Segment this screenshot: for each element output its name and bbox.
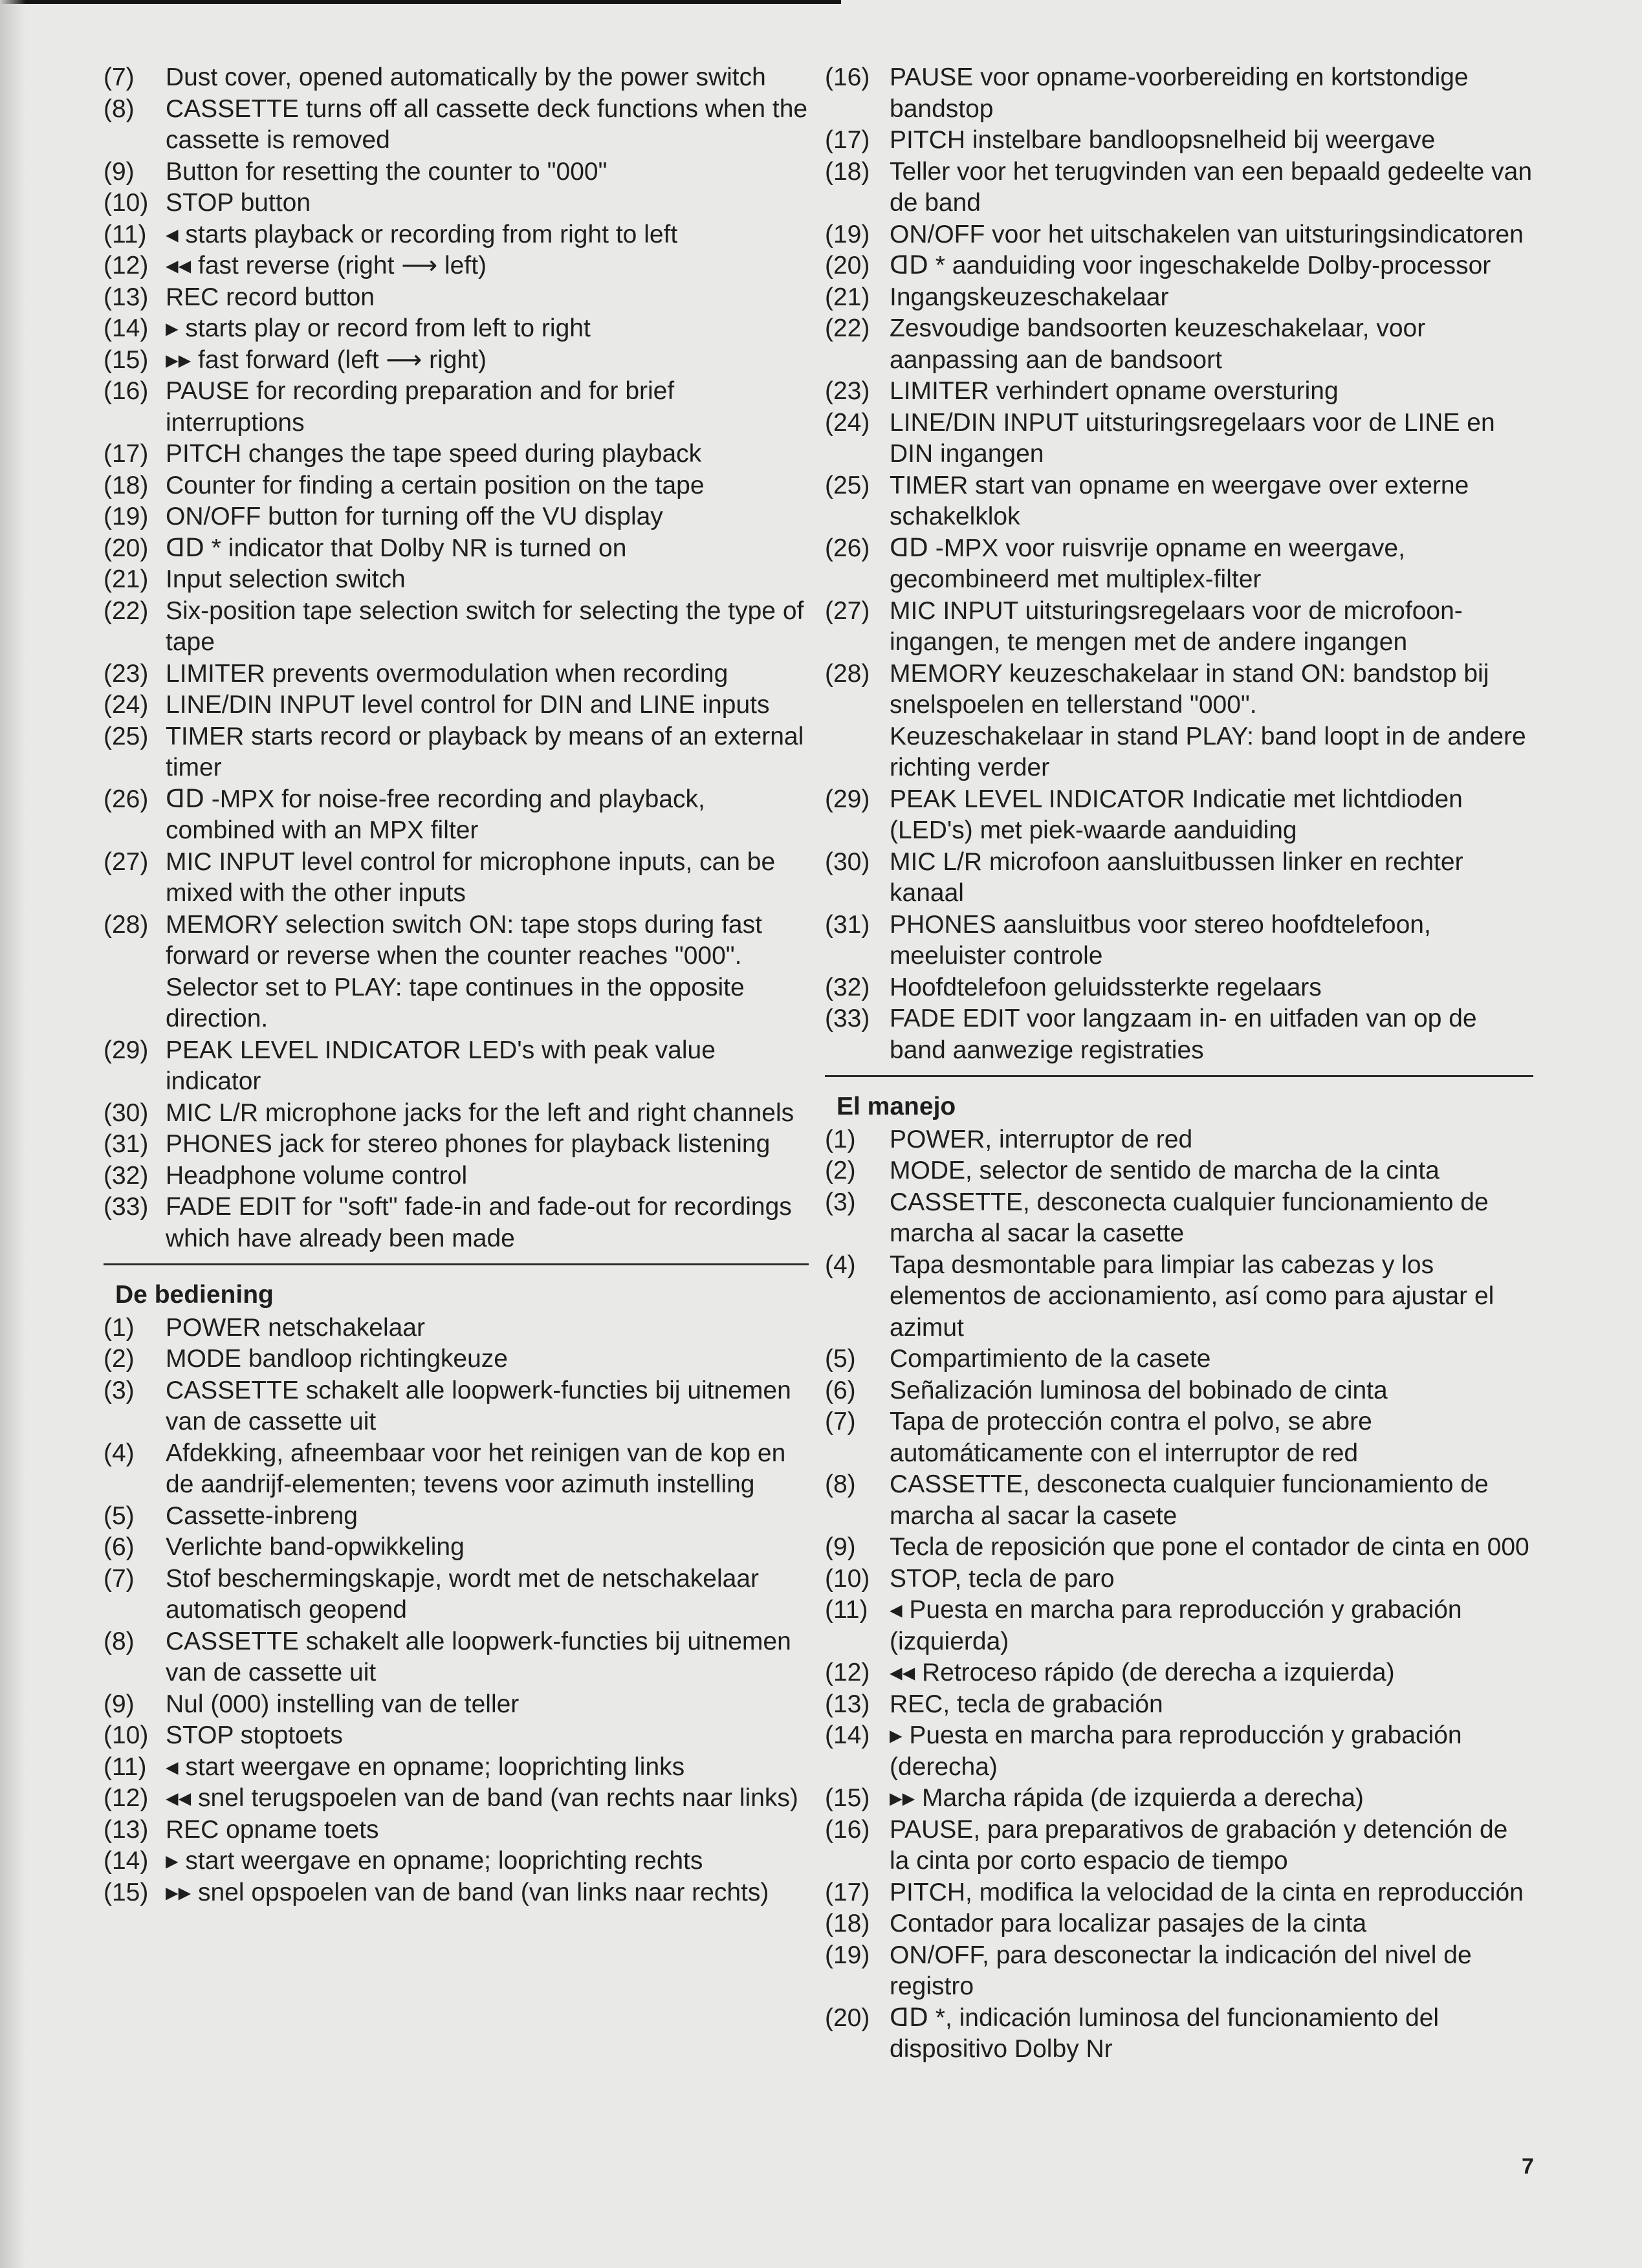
- item-number: (8): [104, 1627, 135, 1655]
- item-number: (1): [825, 1125, 856, 1153]
- list-item: [104, 1344, 809, 1375]
- item-number: (19): [104, 503, 149, 530]
- item-number: (8): [104, 94, 135, 123]
- section-title-dutch: De bediening: [115, 1281, 274, 1309]
- list-item: [825, 1155, 1533, 1187]
- item-number: (29): [825, 785, 870, 813]
- list-item: [104, 847, 809, 910]
- list-item: [825, 784, 1533, 847]
- list-item: [825, 408, 1533, 470]
- item-text: ◂◂ fast reverse (right ⟶ left): [166, 252, 487, 279]
- list-item: [104, 439, 809, 470]
- list-item: [825, 125, 1533, 157]
- list-item: [825, 1720, 1533, 1783]
- list-item: [104, 1501, 809, 1532]
- item-number: (13): [825, 1690, 870, 1718]
- item-number: (22): [104, 596, 149, 625]
- item-number: (11): [104, 220, 147, 248]
- item-text: REC record button: [166, 283, 375, 311]
- item-text: Compartimiento de la casete: [890, 1345, 1211, 1373]
- item-text: MODE, selector de sentido de marcha de la cinta: [890, 1157, 1439, 1184]
- item-text: ᗡᗞ * aanduiding voor ingeschakelde Dolby-processor: [890, 252, 1491, 279]
- item-text: PAUSE for recording preparation and for brief interruptions: [166, 377, 675, 437]
- dutch-controls-list-continued: [825, 62, 1533, 1066]
- item-number: (8): [825, 1470, 856, 1498]
- item-text: PAUSE voor opname-voorbereiding en kortstondige bandstop: [890, 63, 1469, 123]
- list-item: [104, 282, 809, 314]
- item-number: (3): [825, 1188, 856, 1216]
- list-item: [104, 910, 809, 972]
- item-number: (15): [825, 1784, 870, 1812]
- item-number: (21): [825, 283, 870, 311]
- list-item: [825, 1124, 1533, 1156]
- list-item: [104, 1815, 809, 1846]
- item-text: Keuzeschakelaar in stand PLAY: band loopt in de andere richting verder: [890, 722, 1526, 781]
- item-text: ON/OFF button for turning off the VU display: [166, 503, 663, 530]
- item-number: (26): [825, 534, 870, 562]
- item-text: Teller voor het terugvinden van een bepaald gedeelte van de band: [890, 157, 1533, 217]
- item-number: (1): [104, 1313, 135, 1342]
- item-number: (18): [825, 157, 870, 186]
- item-number: (20): [104, 534, 149, 562]
- item-number: (18): [104, 471, 149, 499]
- item-text: REC opname toets: [166, 1815, 379, 1844]
- right-column: [825, 62, 1533, 2066]
- item-text: Verlichte band-opwikkeling: [166, 1533, 465, 1561]
- list-item: [825, 376, 1533, 408]
- list-item: [825, 157, 1533, 219]
- item-text: MODE bandloop richtingkeuze: [166, 1345, 508, 1373]
- section-title-spanish: El manejo: [837, 1093, 956, 1120]
- item-text: Input selection switch: [166, 565, 406, 593]
- list-item: [104, 1375, 809, 1438]
- item-text: Zesvoudige bandsoorten keuzeschakelaar, voor aanpassing aan de bandsoort: [890, 314, 1426, 374]
- item-text: Tapa desmontable para limpiar las cabezas y los elementos de accionamiento, así como para ajustar el azimut: [890, 1250, 1494, 1342]
- item-text: ▸▸ fast forward (left ⟶ right): [166, 345, 487, 374]
- item-text: STOP, tecla de paro: [890, 1564, 1115, 1593]
- list-item: [104, 62, 809, 94]
- list-item: [104, 250, 809, 282]
- item-text: CASSETTE, desconecta cualquier funcionamiento de marcha al sacar la casette: [890, 1188, 1489, 1247]
- list-item: [104, 690, 809, 721]
- list-item: [104, 313, 809, 345]
- list-item: [104, 1438, 809, 1501]
- item-text: PITCH changes the tape speed during playback: [166, 440, 702, 468]
- list-item: [104, 1877, 809, 1909]
- item-text: CASSETTE schakelt alle loopwerk-functies bij uitnemen van de cassette uit: [166, 1627, 791, 1686]
- item-text: MIC INPUT uitsturingsregelaars voor de microfoon-ingangen, te mengen met de andere ingangen: [890, 596, 1463, 656]
- item-number: (25): [104, 722, 149, 750]
- list-item: [825, 219, 1533, 251]
- item-number: (24): [825, 408, 870, 437]
- item-number: (9): [104, 157, 135, 186]
- item-text: PEAK LEVEL INDICATOR Indicatie met lichtdioden (LED's) met piek-waarde aanduiding: [890, 785, 1463, 844]
- list-item: [104, 784, 809, 847]
- item-text: ▸ starts play or record from left to right: [166, 314, 591, 342]
- dutch-controls-list: [104, 1313, 809, 1909]
- english-controls-list: [104, 62, 809, 1254]
- item-text: POWER, interruptor de red: [890, 1125, 1193, 1153]
- list-item: [825, 972, 1533, 1004]
- item-text: LIMITER prevents overmodulation when recording: [166, 659, 728, 688]
- item-number: (25): [825, 471, 870, 499]
- list-item: [104, 94, 809, 157]
- list-item: [825, 721, 1533, 784]
- list-item: [825, 1657, 1533, 1689]
- item-number: (10): [104, 1721, 149, 1749]
- item-number: (24): [104, 691, 149, 719]
- item-text: LINE/DIN INPUT uitsturingsregelaars voor de LINE en DIN ingangen: [890, 408, 1495, 468]
- item-number: (5): [825, 1345, 856, 1373]
- page-number: 7: [1522, 2154, 1534, 2179]
- item-number: (21): [104, 565, 149, 593]
- item-text: Counter for finding a certain position on the tape: [166, 471, 705, 499]
- item-text: ▸ start weergave en opname; looprichting rechts: [166, 1847, 703, 1875]
- list-item: [825, 910, 1533, 972]
- item-number: (11): [104, 1752, 147, 1781]
- item-number: (32): [825, 973, 870, 1001]
- list-item: [104, 1720, 809, 1752]
- item-text: MEMORY selection switch ON: tape stops during fast forward or reverse when the counter reaches "000".: [166, 910, 762, 970]
- list-item: [825, 1406, 1533, 1469]
- list-item: [825, 1564, 1533, 1595]
- item-number: (6): [104, 1533, 135, 1561]
- item-text: Six-position tape selection switch for selecting the type of tape: [166, 596, 804, 656]
- list-item: [825, 250, 1533, 282]
- list-item: [104, 1689, 809, 1721]
- item-text: ◂ start weergave en opname; looprichting links: [166, 1752, 685, 1781]
- list-item: [825, 1877, 1533, 1909]
- item-number: (4): [104, 1439, 135, 1467]
- item-text: Stof beschermingskapje, wordt met de netschakelaar automatisch geopend: [166, 1564, 759, 1624]
- list-item: [104, 1161, 809, 1192]
- item-text: ◂ starts playback or recording from right to left: [166, 220, 678, 248]
- list-item: [825, 1689, 1533, 1721]
- item-text: LIMITER verhindert opname oversturing: [890, 377, 1339, 405]
- item-text: Tapa de protección contra el polvo, se abre automáticamente con el interruptor de red: [890, 1408, 1372, 1467]
- item-number: (7): [825, 1408, 856, 1435]
- item-text: MIC L/R microphone jacks for the left and right channels: [166, 1098, 794, 1127]
- item-number: (20): [825, 2003, 870, 2032]
- item-text: ᗡᗞ -MPX voor ruisvrije opname en weergave, gecombineerd met multiplex-filter: [890, 534, 1405, 593]
- item-number: (27): [104, 847, 149, 876]
- item-text: ON/OFF voor het uitschakelen van uitsturingsindicatoren: [890, 220, 1524, 248]
- list-item: [104, 1129, 809, 1161]
- list-item: [104, 157, 809, 188]
- item-text: ᗡᗞ * indicator that Dolby NR is turned on: [166, 534, 627, 562]
- item-number: (16): [104, 377, 149, 405]
- item-number: (12): [104, 252, 149, 279]
- list-item: [825, 1815, 1533, 1877]
- item-text: REC, tecla de grabación: [890, 1690, 1163, 1718]
- item-number: (9): [104, 1690, 135, 1718]
- item-number: (31): [825, 910, 870, 939]
- item-number: (27): [825, 596, 870, 625]
- item-number: (13): [104, 1815, 149, 1844]
- item-text: PAUSE, para preparativos de grabación y detención de la cinta por corto espacio de tiempo: [890, 1815, 1508, 1875]
- list-item: [104, 564, 809, 596]
- item-number: (30): [104, 1098, 149, 1127]
- list-item: [825, 1003, 1533, 1066]
- item-text: MEMORY keuzeschakelaar in stand ON: bandstop bij snelspoelen en tellerstand "000".: [890, 659, 1489, 719]
- list-item: [104, 721, 809, 784]
- item-number: (19): [825, 220, 870, 248]
- item-text: PITCH, modifica la velocidad de la cinta en reproducción: [890, 1878, 1524, 1906]
- item-text: Ingangskeuzeschakelaar: [890, 283, 1169, 311]
- list-item: [825, 1595, 1533, 1657]
- item-text: PHONES aansluitbus voor stereo hoofdtelefoon, meeluister controle: [890, 910, 1431, 970]
- list-item: [825, 313, 1533, 376]
- item-text: ▸ Puesta en marcha para reproducción y grabación (derecha): [890, 1721, 1462, 1781]
- item-number: (15): [104, 1878, 149, 1906]
- item-text: ᗡᗞ -MPX for noise-free recording and playback, combined with an MPX filter: [166, 785, 705, 844]
- top-edge-shadow: [0, 0, 841, 4]
- item-number: (32): [104, 1161, 149, 1190]
- item-number: (14): [104, 314, 149, 342]
- list-item: [825, 659, 1533, 721]
- item-text: Señalización luminosa del bobinado de cinta: [890, 1376, 1388, 1404]
- item-number: (2): [825, 1157, 856, 1184]
- list-item: [825, 847, 1533, 910]
- item-text: PHONES jack for stereo phones for playback listening: [166, 1130, 771, 1158]
- item-number: (14): [825, 1721, 870, 1749]
- item-number: (9): [825, 1533, 856, 1561]
- item-text: ▸▸ Marcha rápida (de izquierda a derecha): [890, 1784, 1364, 1812]
- item-text: MIC L/R microfoon aansluitbussen linker en rechter kanaal: [890, 847, 1463, 907]
- item-text: CASSETTE, desconecta cualquier funcionamiento de marcha al sacar la casete: [890, 1470, 1489, 1530]
- item-number: (31): [104, 1130, 149, 1158]
- item-number: (23): [104, 659, 149, 688]
- item-number: (33): [825, 1005, 870, 1032]
- section-divider: [104, 1263, 809, 1265]
- list-item: [104, 972, 809, 1035]
- list-item: [104, 596, 809, 659]
- item-number: (14): [104, 1847, 149, 1875]
- list-item: [825, 1532, 1533, 1564]
- item-text: Hoofdtelefoon geluidssterkte regelaars: [890, 973, 1322, 1001]
- item-text: ◂◂ snel terugspoelen van de band (van rechts naar links): [166, 1784, 798, 1812]
- item-text: ᗡᗞ *, indicación luminosa del funcionamiento del dispositivo Dolby Nr: [890, 2003, 1439, 2063]
- item-text: STOP button: [166, 189, 311, 217]
- item-text: LINE/DIN INPUT level control for DIN and LINE inputs: [166, 691, 770, 719]
- item-number: (17): [825, 126, 870, 154]
- item-text: CASSETTE turns off all cassette deck functions when the cassette is removed: [166, 94, 808, 154]
- list-item: [825, 1908, 1533, 1940]
- list-item: [825, 1469, 1533, 1532]
- item-text: PEAK LEVEL INDICATOR LED's with peak value indicator: [166, 1036, 716, 1095]
- item-text: ON/OFF, para desconectar la indicación del nivel de registro: [890, 1941, 1472, 2000]
- item-text: MIC INPUT level control for microphone inputs, can be mixed with the other inputs: [166, 847, 776, 907]
- list-item: [104, 501, 809, 533]
- item-text: Dust cover, opened automatically by the power switch: [166, 63, 766, 91]
- item-text: ▸▸ snel opspoelen van de band (van links naar rechts): [166, 1878, 769, 1906]
- list-item: [104, 1098, 809, 1129]
- item-number: (18): [825, 1910, 870, 1937]
- item-text: Nul (000) instelling van de teller: [166, 1690, 520, 1718]
- item-number: (11): [825, 1596, 868, 1624]
- list-item: [104, 219, 809, 251]
- list-item: [104, 376, 809, 439]
- list-item: [825, 1344, 1533, 1375]
- list-item: [825, 1375, 1533, 1407]
- item-number: (16): [825, 1815, 870, 1844]
- list-item: [104, 1035, 809, 1098]
- item-number: (26): [104, 785, 149, 813]
- item-text: Button for resetting the counter to "000": [166, 157, 608, 186]
- spanish-controls-list: [825, 1124, 1533, 2066]
- item-text: Afdekking, afneembaar voor het reinigen van de kop en de aandrijf-elementen; tevens voor azimuth instelling: [166, 1439, 786, 1498]
- item-text: ◂◂ Retroceso rápido (de derecha a izquierda): [890, 1659, 1395, 1686]
- item-text: STOP stoptoets: [166, 1721, 343, 1749]
- list-item: [104, 659, 809, 690]
- list-item: [104, 1783, 809, 1815]
- list-item: [104, 1192, 809, 1254]
- item-number: (17): [825, 1878, 870, 1906]
- item-number: (16): [825, 63, 870, 91]
- item-number: (17): [104, 440, 149, 468]
- list-item: [825, 1783, 1533, 1815]
- binding-shadow: [0, 0, 26, 2268]
- list-item: [104, 1313, 809, 1344]
- item-text: ◂ Puesta en marcha para reproducción y grabación (izquierda): [890, 1596, 1462, 1655]
- item-number: (28): [104, 910, 149, 939]
- item-number: (15): [104, 345, 149, 374]
- list-item: [104, 1752, 809, 1783]
- item-text: Contador para localizar pasajes de la cinta: [890, 1910, 1367, 1937]
- item-number: (33): [104, 1193, 149, 1221]
- item-text: FADE EDIT for "soft" fade-in and fade-out for recordings which have already been made: [166, 1193, 792, 1252]
- item-number: (29): [104, 1036, 149, 1064]
- item-text: Tecla de reposición que pone el contador de cinta en 000: [890, 1533, 1529, 1561]
- item-number: (20): [825, 252, 870, 279]
- item-number: (12): [104, 1784, 149, 1812]
- item-number: (7): [104, 1564, 135, 1593]
- item-number: (7): [104, 63, 135, 91]
- list-item: [825, 1940, 1533, 2003]
- list-item: [825, 470, 1533, 533]
- item-number: (30): [825, 847, 870, 876]
- list-item: [104, 1532, 809, 1564]
- item-number: (19): [825, 1941, 870, 1969]
- item-text: TIMER starts record or playback by means of an external timer: [166, 722, 804, 781]
- list-item: [825, 282, 1533, 314]
- item-text: PITCH instelbare bandloopsnelheid bij weergave: [890, 126, 1436, 154]
- item-number: (6): [825, 1376, 856, 1404]
- item-number: (12): [825, 1659, 870, 1686]
- list-item: [104, 1846, 809, 1877]
- item-number: (10): [104, 189, 149, 217]
- item-number: (3): [104, 1376, 135, 1404]
- item-text: CASSETTE schakelt alle loopwerk-functies bij uitnemen van de cassette uit: [166, 1376, 791, 1435]
- list-item: [104, 1564, 809, 1626]
- item-number: (5): [104, 1501, 135, 1530]
- list-item: [104, 345, 809, 376]
- item-number: (4): [825, 1250, 856, 1279]
- item-number: (13): [104, 283, 149, 311]
- list-item: [825, 533, 1533, 596]
- item-text: TIMER start van opname en weergave over externe schakelklok: [890, 471, 1469, 530]
- list-item: [825, 1187, 1533, 1250]
- left-column: [104, 62, 809, 1908]
- item-number: (2): [104, 1345, 135, 1373]
- item-text: FADE EDIT voor langzaam in- en uitfaden van op de band aanwezige registraties: [890, 1005, 1477, 1064]
- item-number: (23): [825, 377, 870, 405]
- section-divider: [825, 1075, 1533, 1077]
- list-item: [825, 2003, 1533, 2066]
- item-text: Cassette-inbreng: [166, 1501, 358, 1530]
- list-item: [825, 1250, 1533, 1344]
- item-number: (22): [825, 314, 870, 342]
- item-text: POWER netschakelaar: [166, 1313, 425, 1342]
- item-text: Selector set to PLAY: tape continues in the opposite direction.: [166, 973, 745, 1032]
- item-number: (28): [825, 659, 870, 688]
- list-item: [104, 188, 809, 219]
- item-text: Headphone volume control: [166, 1161, 468, 1190]
- item-number: (10): [825, 1564, 870, 1593]
- list-item: [104, 533, 809, 565]
- list-item: [825, 596, 1533, 659]
- list-item: [104, 1626, 809, 1689]
- list-item: [825, 62, 1533, 125]
- list-item: [104, 470, 809, 502]
